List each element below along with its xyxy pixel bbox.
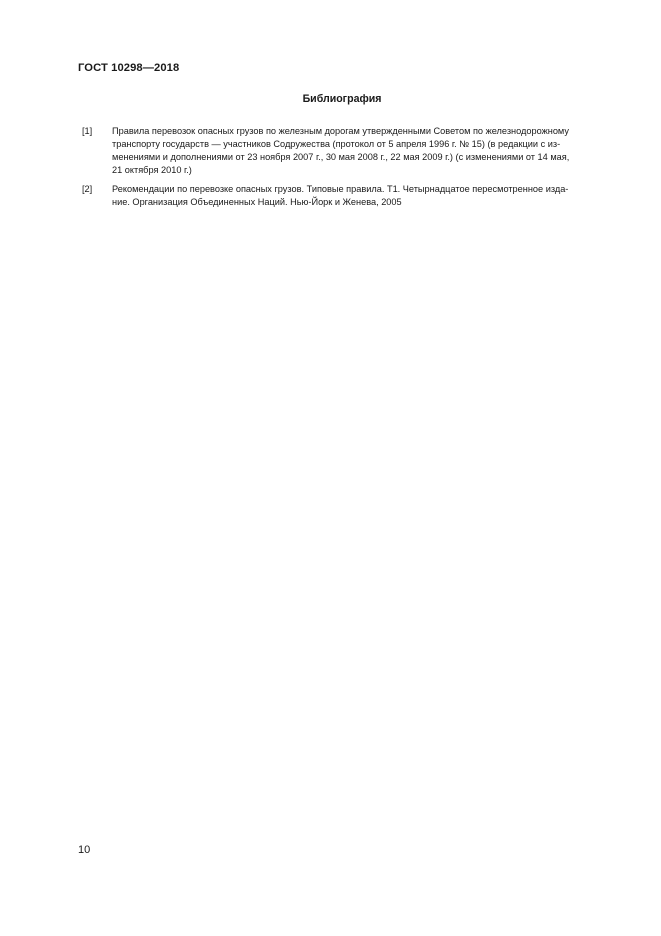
bibliography-item-number: [2] [82,184,93,194]
bibliography-text-line: транспорту государств — участников Содружества (протокол от 5 апреля 1996 г. № 15) (в редакции с из- [112,139,561,149]
document-code: ГОСТ 10298—2018 [78,62,180,74]
bibliography-item-text [112,125,582,177]
bibliography-list [82,125,582,215]
bibliography-text-line: Правила перевозок опасных грузов по железным дорогам утвержденными Советом по железнодорожному [112,126,569,136]
bibliography-text-line: 21 октября 2010 г.) [112,165,192,175]
bibliography-item-text [112,183,582,209]
page-number: 10 [78,844,91,856]
bibliography-text-line: Рекомендации по перевозке опасных грузов. Типовые правила. Т1. Четырнадцатое пересмотренное изда- [112,184,569,194]
bibliography-text-line: менениями и дополнениями от 23 ноября 2007 г., 30 мая 2008 г., 22 мая 2009 г.) (с изменениями от 14 мая, [112,152,570,162]
section-title: Библиография [302,93,382,105]
bibliography-item [82,125,582,177]
bibliography-item-number: [1] [82,126,93,136]
bibliography-text-line: ние. Организация Объединенных Наций. Нью-Йорк и Женева, 2005 [112,197,402,207]
bibliography-item [82,183,582,209]
